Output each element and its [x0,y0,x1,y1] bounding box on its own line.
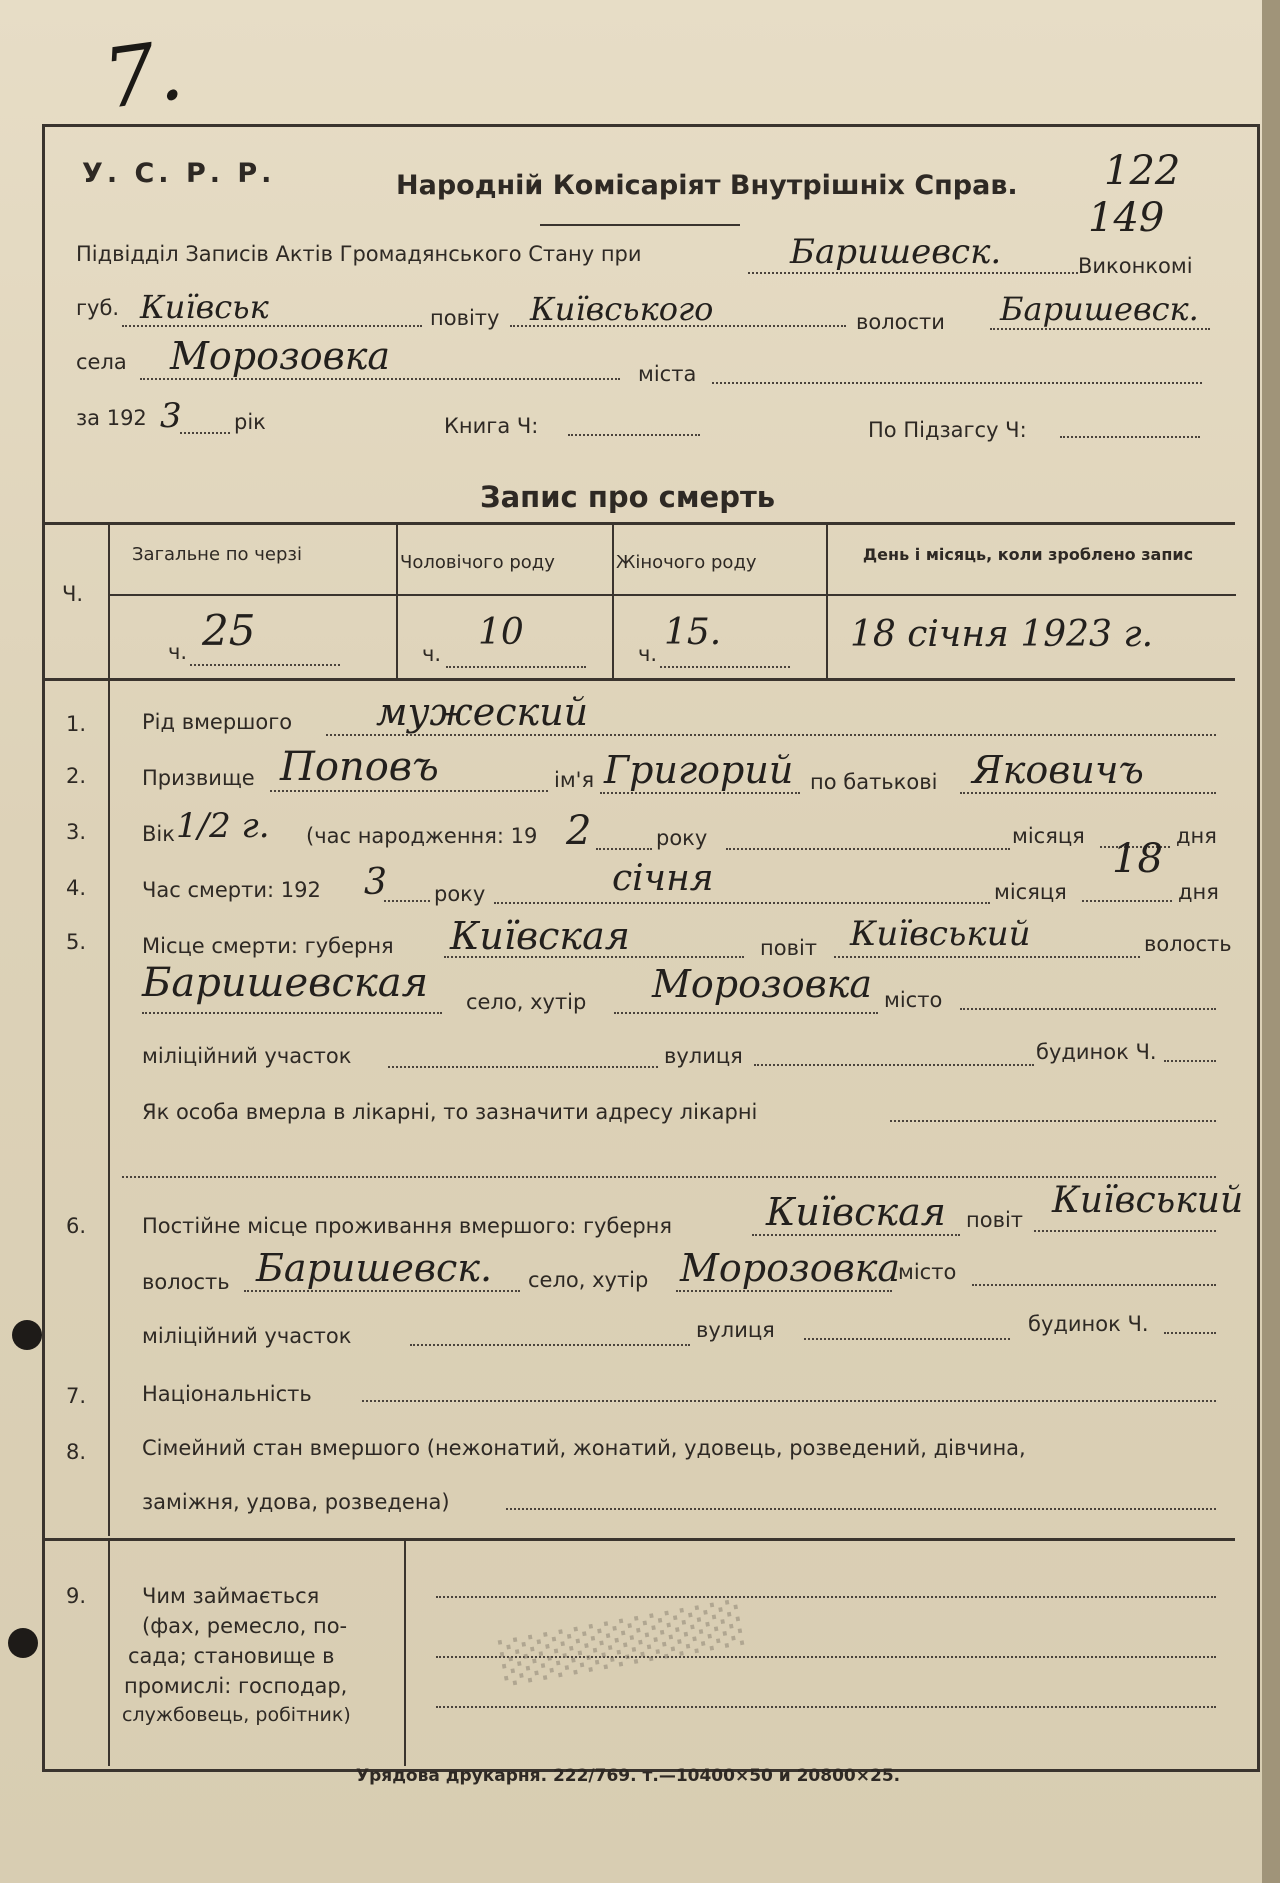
row-6-volost-label: волость [142,1270,230,1294]
row-7-label: Національність [142,1382,312,1406]
row-2-patr-line [960,792,1216,794]
row-6-village-label: село, хутір [528,1268,649,1292]
handwritten-mark: 7. [97,23,189,128]
row-3-mid-line [726,848,1010,850]
row-3-birth-year: 2 [566,808,592,854]
row-3-birth-label: (час народження: 19 [306,824,538,848]
female-line [660,666,790,668]
row-6-city-line [972,1284,1216,1286]
row-4-month-line [494,902,990,904]
row-1-number: 1. [66,712,87,736]
row-9-top-rule [45,1538,1235,1541]
povit-label: повіту [430,306,500,330]
col-female: Жіночого роду [616,552,757,573]
general-value: 25 [202,606,256,655]
female-value: 15. [664,612,722,653]
row-2-name-label: ім'я [554,768,595,792]
table-top-rule [45,522,1235,525]
row-2-name: Григорий [604,748,794,792]
row-6-city-label: місто [898,1260,957,1284]
volost-label: волости [856,310,945,334]
row-9-number: 9. [66,1584,87,1608]
row-6-village: Морозовка [680,1246,901,1290]
book-label: Книга Ч: [444,414,539,438]
row-5-city-label: місто [884,988,943,1012]
subdivision-label: Підвідділ Записів Актів Громадянського Стану при [76,242,642,266]
village-label: села [76,350,127,374]
subentry-line [1060,436,1200,438]
year-value: 3 [160,396,182,436]
row-4-number: 4. [66,876,87,900]
row-5-village-line [614,1012,878,1014]
row-9-line-1 [436,1596,1216,1598]
table-vline-2 [396,524,398,680]
row-9-vline-2 [404,1540,406,1766]
village-line [140,378,620,380]
row-6-volost: Баришевск. [256,1246,493,1290]
general-line [190,664,340,666]
table-mid-rule [108,594,1236,596]
row-6-street-label: вулиця [696,1318,775,1342]
row-5-povit: Київський [850,914,1031,954]
row-5-house-line [1164,1060,1216,1062]
row-2-patr-label: по батькові [810,770,938,794]
row-6-guberniya: Київская [766,1190,946,1234]
row-3-age: 1/2 г. [176,806,270,846]
table-vline-1 [108,524,110,680]
row-6-povit-line [1034,1230,1216,1232]
row-6-militia-label: міліційний участок [142,1324,352,1348]
row-6-number: 6. [66,1214,87,1238]
row-9-vline-1 [108,1540,110,1766]
col-male: Чоловічого роду [400,552,555,573]
row-1-value: мужеский [376,690,589,734]
row-5-number: 5. [66,930,87,954]
row-3-year-label: року [656,826,708,850]
row-4-month: січня [612,858,714,899]
volost-value: Баришевск. [1000,290,1199,328]
row-9-label-3: сада; становище в [128,1644,335,1668]
row-5-hospital-label: Як особа вмерла в лікарні, то зазначити адресу лікарні [142,1100,758,1124]
guberniya-label: губ. [76,296,120,320]
row-6-povit-label: повіт [966,1208,1024,1232]
rows-vline [108,680,110,1536]
guberniya-value: Київськ [140,288,269,326]
row-3-age-label: Вік [142,822,175,846]
male-value: 10 [478,612,524,653]
col-general: Загальне по черзі [132,544,302,565]
row-1-line [326,734,1216,736]
row-2-surname: Поповъ [280,744,439,790]
row-8-label-2: заміжня, удова, розведена) [142,1490,450,1514]
male-line [446,666,586,668]
subdivision-value: Баришевск. [790,232,1002,272]
year-line [180,432,230,434]
commissariat-title: Народній Комісаріят Внутрішніх Справ. [396,170,1018,201]
year-label: за 192 [76,406,147,430]
table-bottom-rule [45,678,1235,681]
row-9-label-4: промислі: господар, [124,1674,348,1698]
row-4-year-label: року [434,882,486,906]
row-9-line-3 [436,1706,1216,1708]
row-2-name-line [600,792,800,794]
page-edge [1262,0,1280,1883]
row-2-surname-label: Призвище [142,766,255,790]
table-vline-4 [826,524,828,680]
date-value: 18 січня 1923 г. [850,614,1154,655]
row-6-volost-line [244,1290,520,1292]
punch-hole-bottom [8,1628,38,1658]
row-1-label: Рід вмершого [142,710,293,734]
faded-stamp: ░░░░░░░░ [497,1598,749,1688]
row-5-village-label: село, хутір [466,990,587,1014]
row-3-year-line [596,848,652,850]
row-4-day: 18 [1112,836,1163,882]
row-5-street-label: вулиця [664,1044,743,1068]
number-2: 149 [1088,195,1165,241]
row-5-house-label: будинок Ч. [1036,1040,1157,1064]
row-5-hospital-line [890,1120,1216,1122]
executive-label: Виконкомі [1078,254,1193,278]
row-6-label: Постійне місце проживання вмершого: губерня [142,1214,673,1238]
row-5-povit-line [834,956,1140,958]
row-5-militia-line [388,1066,658,1068]
subdivision-line [748,272,1078,274]
row-2-number: 2. [66,764,87,788]
book-line [568,434,700,436]
table-vline-3 [612,524,614,680]
row-4-month-label: місяця [994,880,1067,904]
row-8-number: 8. [66,1440,87,1464]
col-date: День і місяць, коли зроблено запис [862,545,1194,564]
row-9-label-1: Чим займається [142,1584,320,1608]
city-label: міста [638,362,697,386]
row-9-label-5: службовець, робітник) [122,1704,351,1726]
punch-hole-top [12,1320,42,1350]
volost-line [990,328,1210,330]
row-5-povit-label: повіт [760,936,818,960]
povit-value: Київського [530,290,714,328]
male-prefix: ч. [422,642,442,666]
row-5-volost: Баришевская [142,960,429,1006]
row-4-label: Час смерти: 192 [142,878,321,902]
row-4-year-line [384,900,430,902]
row-5-city-line [960,1008,1216,1010]
row-6-militia-line [410,1344,690,1346]
record-title: Запис про смерть [480,480,776,514]
row-7-line [362,1400,1216,1402]
row-6-gub-line [752,1234,960,1236]
row-6-village-line [676,1290,892,1292]
row-9-label-2: (фах, ремесло, по- [142,1614,348,1638]
number-1: 122 [1104,148,1181,194]
row-3-day-label: дня [1176,824,1217,848]
row-3-month-label: місяця [1012,824,1085,848]
row-6-house-line [1164,1332,1216,1334]
row-6-povit: Київський [1052,1180,1244,1221]
row-4-day-label: дня [1178,880,1219,904]
subentry-label: По Підзагсу Ч: [868,418,1027,442]
row-2-patr: Яковичъ [972,748,1144,792]
row-8-label: Сімейний стан вмершого (нежонатий, жонатий, удовець, розведений, дівчина, [142,1436,1026,1460]
printer-footer: Урядова друкарня. 222/769. т.—10400×50 и 20800×25. [356,1766,901,1786]
row-5-street-line [754,1064,1034,1066]
row-4-year: 3 [364,862,387,903]
year-suffix: рік [234,410,266,434]
village-value: Морозовка [170,334,391,378]
row-5-volost-label: волость [1144,932,1232,956]
row-5-hospital-line-2 [122,1176,1216,1178]
row-5-volost-line [142,1012,442,1014]
row-6-street-line [804,1338,1010,1340]
general-prefix: ч. [168,640,188,664]
row-5-village: Морозовка [652,962,873,1006]
col-number: Ч. [62,582,84,606]
row-5-guberniya: Київская [450,914,630,958]
ussr-label: У. С. Р. Р. [82,158,276,189]
female-prefix: ч. [638,642,658,666]
row-5-militia-label: міліційний участок [142,1044,352,1068]
header-divider [540,224,740,226]
row-7-number: 7. [66,1384,87,1408]
row-3-number: 3. [66,820,87,844]
row-6-house-label: будинок Ч. [1028,1312,1149,1336]
row-8-line [506,1508,1216,1510]
row-4-day-line [1082,900,1172,902]
row-2-surname-line [270,790,548,792]
row-5-place-label: Місце смерти: губерня [142,934,394,958]
city-line [712,382,1202,384]
